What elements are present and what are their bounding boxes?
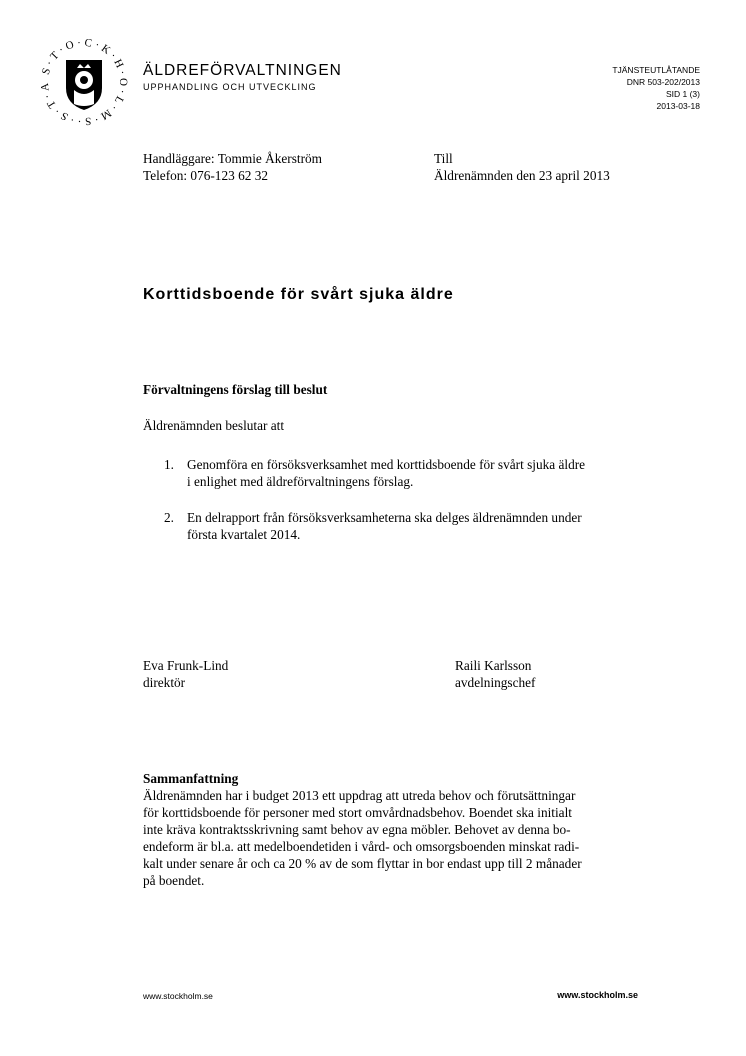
doc-date: 2013-03-18	[656, 101, 700, 111]
footer-website-right[interactable]: www.stockholm.se	[557, 990, 638, 1000]
handler-phone: Telefon: 076-123 62 32	[143, 168, 268, 183]
list-item-line: i enlighet med äldreförvaltningens förslag.	[187, 474, 414, 489]
recipient-block	[434, 150, 610, 184]
doc-dnr: DNR 503-202/2013	[626, 77, 700, 87]
proposal-intro: Äldrenämnden beslutar att	[143, 418, 285, 433]
document-meta	[612, 64, 700, 112]
summary-line: endeform är bl.a. att medelboendetiden i vård- och omsorgsboenden minskat radi-	[143, 839, 580, 854]
list-item-line: första kvartalet 2014.	[187, 527, 301, 542]
list-item-line: En delrapport från försöksverksamheterna ska delges äldrenämnden under	[187, 510, 582, 525]
doc-type: TJÄNSTEUTLÅTANDE	[612, 65, 700, 75]
signature-director	[143, 657, 228, 691]
footer-website-left[interactable]: www.stockholm.se	[143, 991, 213, 1001]
handler-block	[143, 150, 322, 184]
summary-line: Äldrenämnden har i budget 2013 ett uppdrag att utreda behov och förutsättningar	[143, 788, 576, 803]
recipient-label: Till	[434, 151, 453, 166]
summary-line: på boendet.	[143, 873, 205, 888]
list-item-line: Genomföra en försöksverksamhet med korttidsboende för svårt sjuka äldre	[187, 457, 586, 472]
list-item	[187, 456, 647, 490]
document-title: Korttidsboende för svårt sjuka äldre	[143, 286, 454, 303]
summary-section	[143, 770, 643, 889]
summary-line: inte kräva kontraktsskrivning samt behov av egna möbler. Behovet av denna bo-	[143, 822, 571, 837]
list-item-number: 1.	[164, 457, 174, 472]
signature-role: avdelningschef	[455, 675, 536, 690]
summary-heading: Sammanfattning	[143, 771, 239, 786]
signature-department-head	[455, 657, 536, 691]
org-department: UPPHANDLING OCH UTVECKLING	[143, 82, 317, 92]
stockholm-seal-logo	[40, 38, 128, 126]
handler-name: Handläggare: Tommie Åkerström	[143, 151, 323, 166]
signature-name: Raili Karlsson	[455, 658, 532, 673]
proposal-heading: Förvaltningens förslag till beslut	[143, 382, 328, 397]
list-item	[187, 509, 647, 543]
recipient-value: Äldrenämnden den 23 april 2013	[434, 168, 610, 183]
summary-line: kalt under senare år och ca 20 % av de som flyttar in bor endast upp till 2 månader	[143, 856, 582, 871]
signature-name: Eva Frunk-Lind	[143, 658, 229, 673]
svg-text:S·T·O·C·K·H·O·L·M·S··S·T·A·D·: S·T·O·C·K·H·O·L·M·S··S·T·	[40, 38, 128, 126]
list-item-number: 2.	[164, 510, 174, 525]
page-number: SID 1 (3)	[665, 89, 700, 99]
org-name: ÄLDREFÖRVALTNINGEN	[143, 62, 342, 79]
signature-role: direktör	[143, 675, 186, 690]
summary-line: för korttidsboende för personer med stort omvårdnadsbehov. Boendet ska initialt	[143, 805, 572, 820]
